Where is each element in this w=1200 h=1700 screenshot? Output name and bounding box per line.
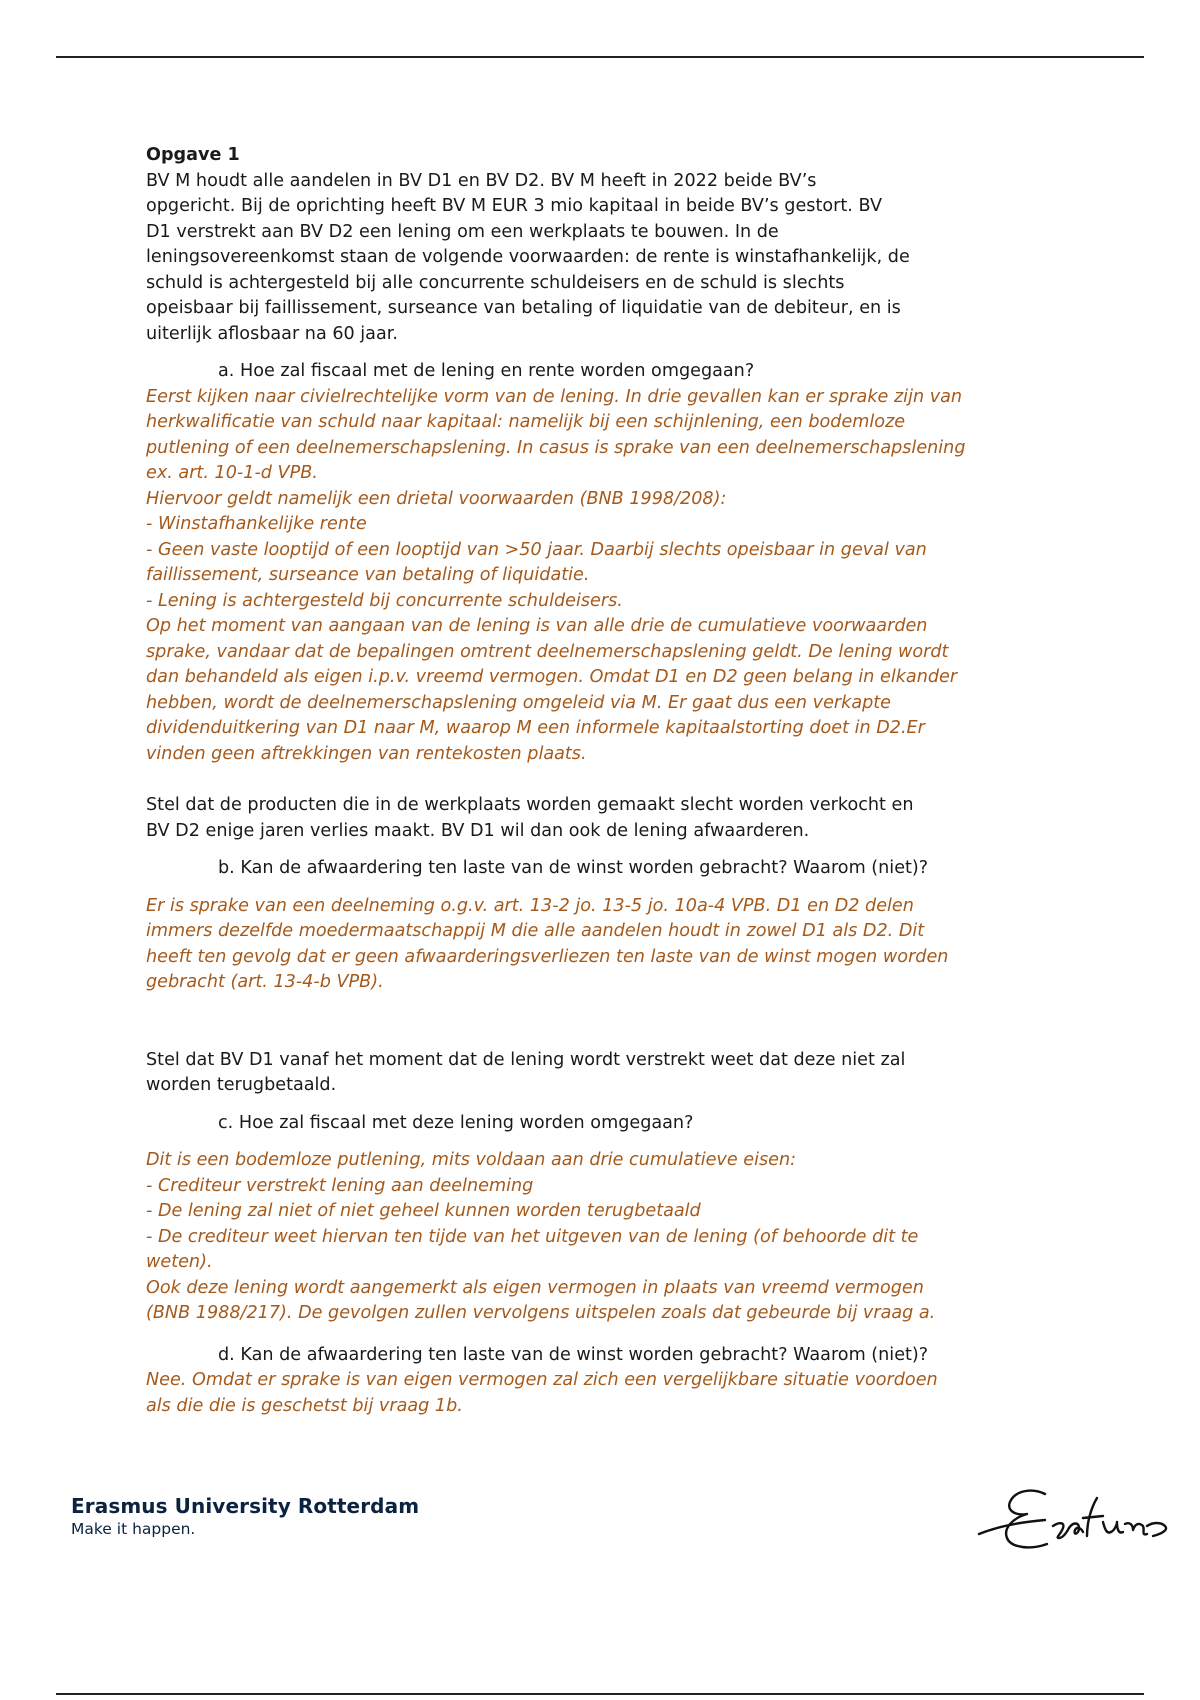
question-c: c. Hoe zal fiscaal met deze lening worden omgegaan?: [218, 1112, 694, 1133]
answer-line: immers dezelfde moedermaatschappij M die alle aandelen houdt in zowel D1 als D2. Dit: [146, 921, 925, 941]
answer-c: [146, 1148, 1086, 1327]
answer-line: gebracht (art. 13-4-b VPB).: [146, 972, 384, 992]
question-d: d. Kan de afwaardering ten laste van de winst worden gebracht? Waarom (niet)?: [218, 1344, 929, 1365]
answer-line: - Geen vaste looptijd of een looptijd van >50 jaar. Daarbij slechts opeisbaar in geval van: [146, 539, 927, 560]
top-rule: [56, 56, 1144, 58]
intro-line: D1 verstrekt aan BV D2 een lening om een werkplaats te bouwen. In de: [146, 221, 779, 242]
answer-line: dan behandeld als eigen i.p.v. vreemd vermogen. Omdat D1 en D2 geen belang in elkander: [146, 667, 958, 687]
answer-line: Dit is een bodemloze putlening, mits voldaan aan drie cumulatieve eisen:: [146, 1150, 797, 1170]
scenario-line: Stel dat BV D1 vanaf het moment dat de lening wordt verstrekt weet dat deze niet zal: [146, 1049, 906, 1070]
answer-line: - Winstafhankelijke rente: [146, 514, 367, 534]
answer-d: [146, 1368, 1086, 1419]
answer-line: vinden geen aftrekkingen van rentekosten plaats.: [146, 743, 587, 764]
scenario-b: [146, 793, 1086, 844]
answer-line: Eerst kijken naar civielrechtelijke vorm van de lening. In drie gevallen kan er sprake zijn van: [146, 386, 963, 407]
intro-line: opeisbaar bij faillissement, surseance van betaling of liquidatie van de debiteur, en is: [146, 298, 901, 318]
scenario-line: worden terugbetaald.: [146, 1075, 337, 1095]
answer-line: hebben, wordt de deelnemerschapslening omgeleid via M. Er gaat dus een verkapte: [146, 692, 892, 713]
answer-line: Nee. Omdat er sprake is van eigen vermogen zal zich een vergelijkbare situatie voordoen: [146, 1370, 938, 1390]
exercise-content: [146, 143, 1086, 1419]
answer-b: [146, 894, 1086, 996]
answer-line: herkwalificatie van schuld naar kapitaal: namelijk bij een schijnlening, een bodemloze: [146, 412, 906, 432]
answer-line: Er is sprake van een deelneming o.g.v. art. 13-2 jo. 13-5 jo. 10a-4 VPB. D1 en D2 delen: [146, 895, 914, 916]
question-b: b. Kan de afwaardering ten laste van de winst worden gebracht? Waarom (niet)?: [218, 858, 929, 878]
answer-line: Hiervoor geldt namelijk een drietal voorwaarden (BNB 1998/208):: [146, 488, 727, 509]
answer-line: Ook deze lening wordt aangemerkt als eigen vermogen in plaats van vreemd vermogen: [146, 1277, 924, 1298]
university-logo: [71, 1494, 419, 1538]
answer-line: - Crediteur verstrekt lening aan deelneming: [146, 1175, 534, 1196]
exercise-title: Opgave 1: [146, 145, 240, 165]
erasmus-signature-icon: [975, 1478, 1175, 1558]
answer-line: - De crediteur weet hiervan ten tijde van het uitgeven van de lening (of behoorde dit te: [146, 1226, 919, 1247]
answer-line: (BNB 1988/217). De gevolgen zullen vervolgens uitspelen zoals dat gebeurde bij vraag a.: [146, 1303, 936, 1323]
intro-line: leningsovereenkomst staan de volgende voorwaarden: de rente is winstafhankelijk, de: [146, 247, 910, 267]
answer-line: als die die is geschetst bij vraag 1b.: [146, 1395, 463, 1416]
answer-line: dividenduitkering van D1 naar M, waarop M een informele kapitaalstorting doet in D2.Er: [146, 718, 925, 738]
scenario-c: [146, 1048, 1086, 1099]
answer-line: - De lening zal niet of niet geheel kunnen worden terugbetaald: [146, 1201, 701, 1221]
intro-line: opgericht. Bij de oprichting heeft BV M EUR 3 mio kapitaal in beide BV’s gestort. BV: [146, 196, 883, 216]
university-name: Erasmus University Rotterdam: [71, 1494, 420, 1518]
bottom-rule: [56, 1693, 1144, 1695]
university-tagline: Make it happen.: [71, 1520, 196, 1538]
answer-line: heeft ten gevolg dat er geen afwaarderingsverliezen ten laste van de winst mogen worden: [146, 946, 949, 967]
intro-line: schuld is achtergesteld bij alle concurrente schuldeisers en de schuld is slechts: [146, 272, 845, 293]
question-a: a. Hoe zal fiscaal met de lening en rente worden omgegaan?: [218, 361, 755, 381]
answer-line: ex. art. 10-1-d VPB.: [146, 463, 318, 483]
answer-line: sprake, vandaar dat de bepalingen omtrent deelnemerschapslening geldt. De lening wordt: [146, 641, 949, 662]
intro-paragraph: [146, 169, 1086, 348]
scenario-line: Stel dat de producten die in de werkplaats worden gemaakt slecht worden verkocht en: [146, 795, 914, 815]
answer-line: faillissement, surseance van betaling of liquidatie.: [146, 565, 590, 585]
scenario-line: BV D2 enige jaren verlies maakt. BV D1 wil dan ook de lening afwaarderen.: [146, 820, 810, 841]
answer-line: putlening of een deelnemerschapslening. In casus is sprake van een deelnemerschapslening: [146, 437, 966, 458]
answer-line: - Lening is achtergesteld bij concurrente schuldeisers.: [146, 590, 623, 611]
answer-line: Op het moment van aangaan van de lening is van alle drie de cumulatieve voorwaarden: [146, 616, 928, 636]
intro-line: BV M houdt alle aandelen in BV D1 en BV D2. BV M heeft in 2022 beide BV’s: [146, 170, 817, 191]
answer-a: [146, 385, 1086, 768]
answer-line: weten).: [146, 1252, 213, 1272]
intro-line: uiterlijk aflosbaar na 60 jaar.: [146, 323, 398, 344]
